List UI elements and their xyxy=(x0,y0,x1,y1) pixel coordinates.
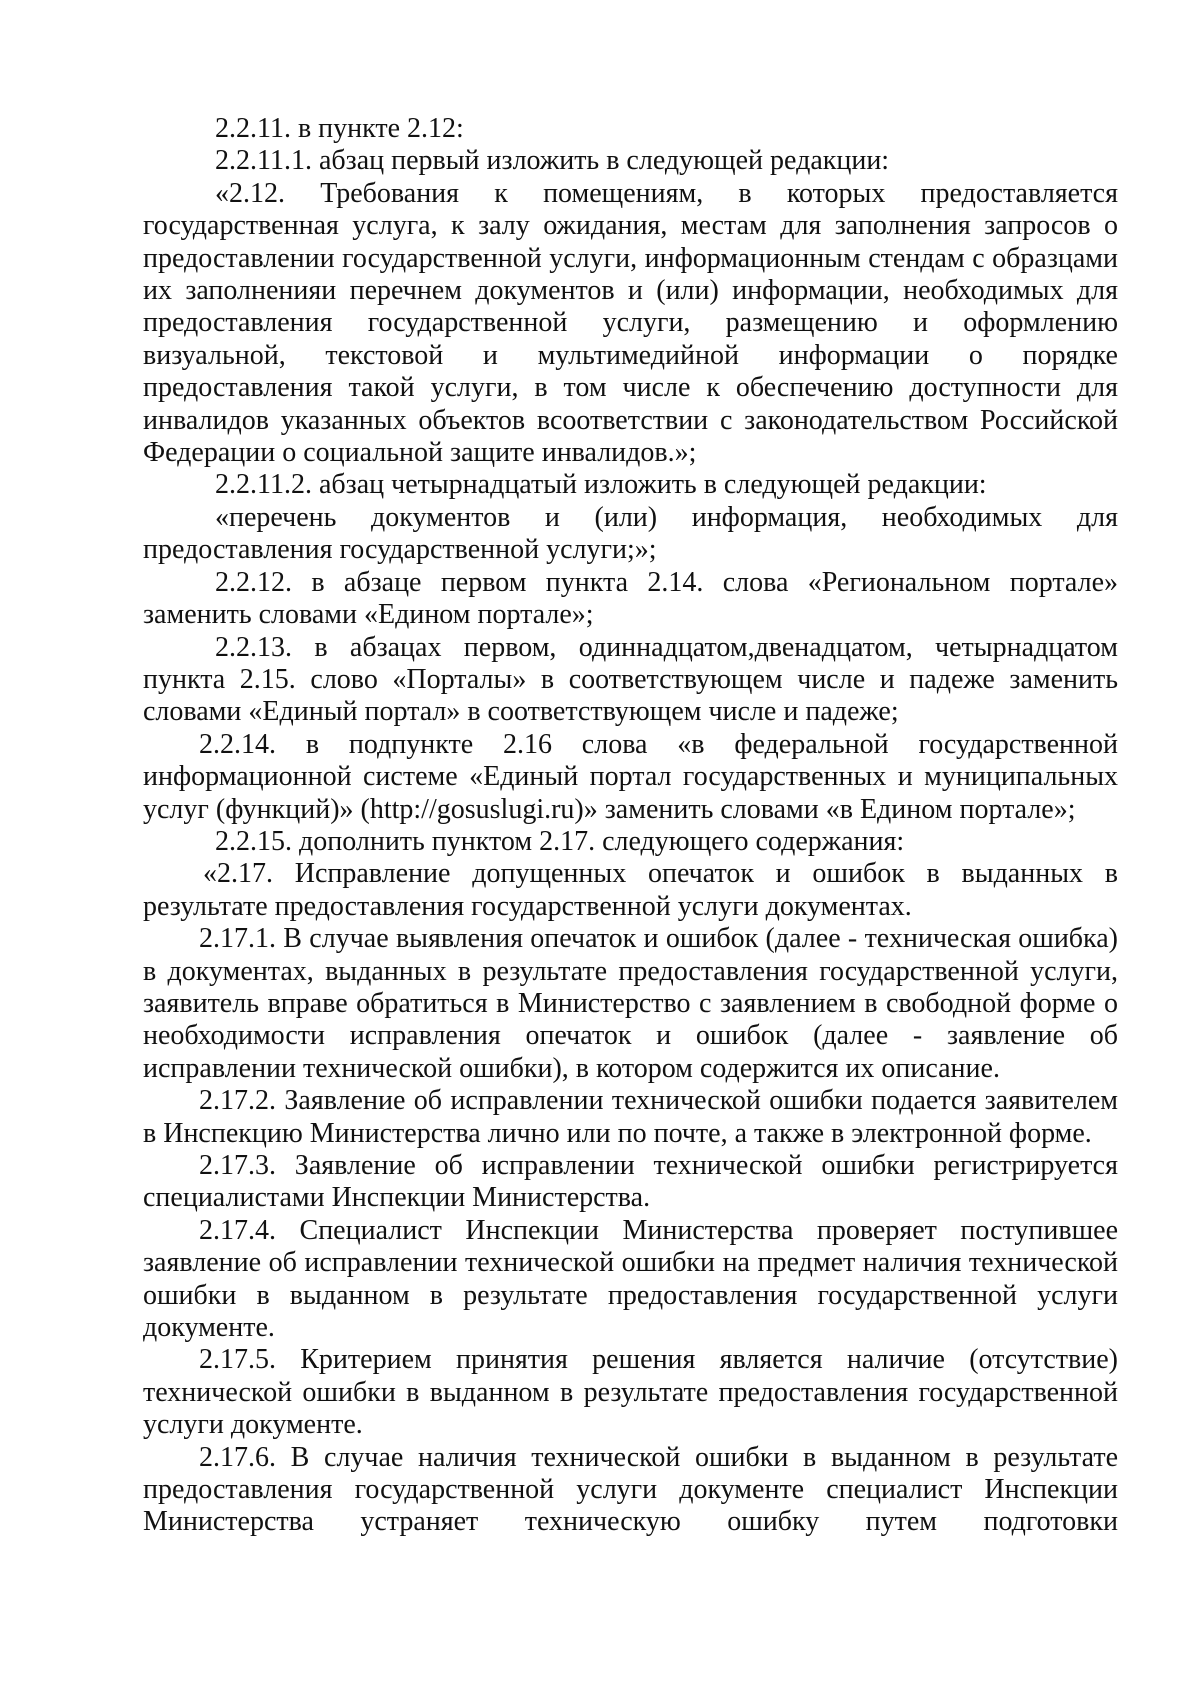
paragraph-2-17-2: 2.17.2. Заявление об исправлении технической ошибки подается заявителем в Инспекцию Министерства лично или по почте, а также в электронной форме. xyxy=(143,1085,1118,1149)
paragraph-2-2-13: 2.2.13. в абзацах первом, одиннадцатом,двенадцатом, четырнадцатом пункта 2.15. слово «Порталы» в соответствующем числе и падеже заменить словами «Единый портал» в соответствующем числе и падеже; xyxy=(143,631,1118,728)
paragraph-2-2-11-1: 2.2.11.1. абзац первый изложить в следующей редакции: xyxy=(215,145,890,177)
document-page xyxy=(143,113,1118,1539)
paragraph-quote-list: «перечень документов и (или) информация, необходимых для предоставления государственной услуги;»; xyxy=(143,501,1118,566)
paragraph-2-17-1: 2.17.1. В случае выявления опечаток и ошибок (далее - техническая ошибка) в документах, выданных в результате предоставления государственной услуги, заявитель вправе обратиться в Министерство с заявлением в свободной форме о необходимости исправления опечаток и ошибок (далее - заявление об исправлении технической ошибки), в котором содержится их описание. xyxy=(143,923,1118,1084)
paragraph-2-17-5: 2.17.5. Критерием принятия решения является наличие (отсутствие) технической ошибки в выданном в результате предоставления государственной услуги документе. xyxy=(143,1344,1118,1441)
paragraph-2-2-14: 2.2.14. в подпункте 2.16 слова «в федеральной государственной информационной системе «Единый портал государственных и муниципальных услуг (функций)» (http://gosuslugi.ru)» заменить словами «в Едином портале»; xyxy=(143,728,1118,825)
paragraph-quote-2-17: «2.17. Исправление допущенных опечаток и ошибок в выданных в результате предоставления государственной услуги документах. xyxy=(143,858,1118,922)
paragraph-2-17-6: 2.17.6. В случае наличия технической ошибки в выданном в результате предоставления государственной услуги документе специалист Инспекции Министерства устраняет техническую ошибку путем подготовки xyxy=(143,1441,1118,1538)
paragraph-2-17-4: 2.17.4. Специалист Инспекции Министерства проверяет поступившее заявление об исправлении технической ошибки на предмет наличия технической ошибки в выданном в результате предоставления государственной услуги документе. xyxy=(143,1214,1118,1344)
paragraph-2-17-3: 2.17.3. Заявление об исправлении технической ошибки регистрируется специалистами Инспекции Министерства. xyxy=(143,1150,1118,1214)
paragraph-2-2-11-2: 2.2.11.2. абзац четырнадцатый изложить в следующей редакции: xyxy=(215,469,987,501)
paragraph-2-2-15: 2.2.15. дополнить пунктом 2.17. следующего содержания: xyxy=(215,825,905,857)
paragraph-2-2-11: 2.2.11. в пункте 2.12: xyxy=(215,113,464,144)
paragraph-quote-2-12: «2.12. Требования к помещениям, в которых предоставляется государственная услуга, к залу ожидания, местам для заполнения запросов о предоставлении государственной услуги, информационным стендам с образцами их заполненияи перечнем документов и (или) информации, необходимых для предоставления государственной услуги, размещению и оформлению визуальной, текстовой и мультимедийной информации о порядке предоставления такой услуги, в том числе к обеспечению доступности для инвалидов указанных объектов всоответствии с законодательством Российской Федерации о социальной защите инвалидов.»; xyxy=(143,177,1118,469)
paragraph-2-2-12: 2.2.12. в абзаце первом пункта 2.14. слова «Региональном портале» заменить словами «Едином портале»; xyxy=(143,566,1118,631)
